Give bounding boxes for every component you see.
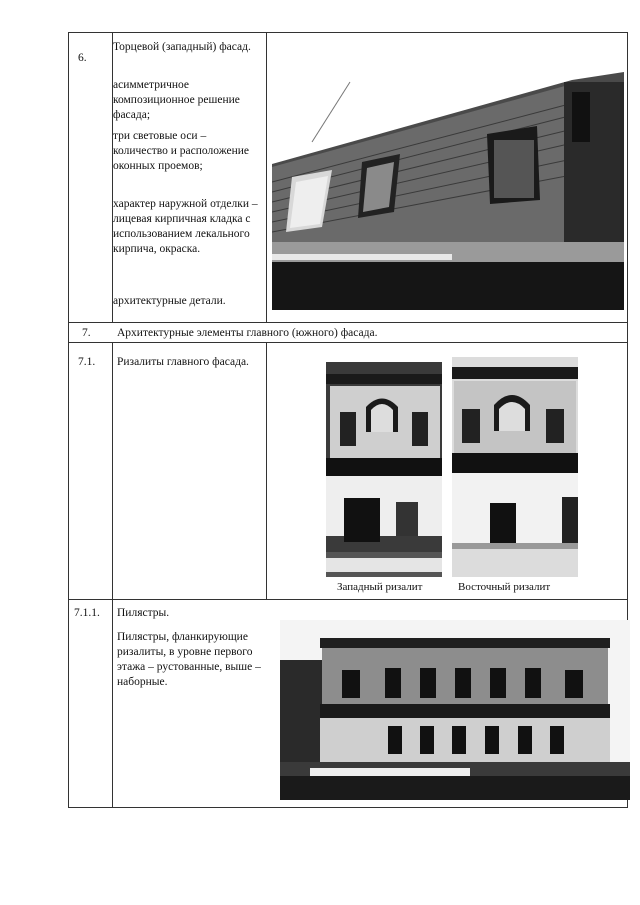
row-divider (68, 322, 628, 323)
row-divider (68, 342, 628, 343)
west-facade-photo (272, 42, 624, 310)
col-divider (112, 32, 113, 322)
main-facade-photo (280, 620, 630, 800)
west-risalit-photo (326, 362, 442, 577)
row-paragraph: Пилястры, фланкирующие ризалиты, в уровне первого этажа – рустованные, выше – наборные. (117, 631, 261, 688)
row-title: Ризалиты главного фасада. (117, 356, 249, 368)
east-risalit-photo (452, 357, 578, 577)
east-risalit-caption: Восточный ризалит (458, 581, 551, 593)
row-title: Архитектурные элементы главного (южного) фасада. (117, 327, 378, 339)
row-paragraph: три световые оси – количество и расположение оконных проемов; (113, 130, 250, 172)
row-number: 7. (82, 327, 91, 339)
row-number: 7.1. (78, 356, 96, 368)
col-divider (266, 342, 267, 600)
row-paragraph: асимметричное композиционное решение фасада; (113, 79, 240, 121)
row-number: 7.1.1. (74, 607, 100, 619)
row-title: Пилястры. (117, 607, 170, 619)
col-divider (266, 32, 267, 322)
table-border-top (68, 32, 628, 33)
row-divider (68, 599, 628, 600)
table-border-bottom (68, 807, 628, 808)
row-paragraph: характер наружной отделки – лицевая кирпичная кладка с использованием лекального кирпича, окраска. (113, 198, 258, 255)
row-title: Торцевой (западный) фасад. (113, 41, 251, 53)
west-risalit-caption: Западный ризалит (337, 581, 423, 593)
col-divider (112, 342, 113, 808)
row-number: 6. (78, 52, 87, 64)
table-border-left (68, 32, 69, 808)
row-paragraph: архитектурные детали. (113, 295, 226, 307)
